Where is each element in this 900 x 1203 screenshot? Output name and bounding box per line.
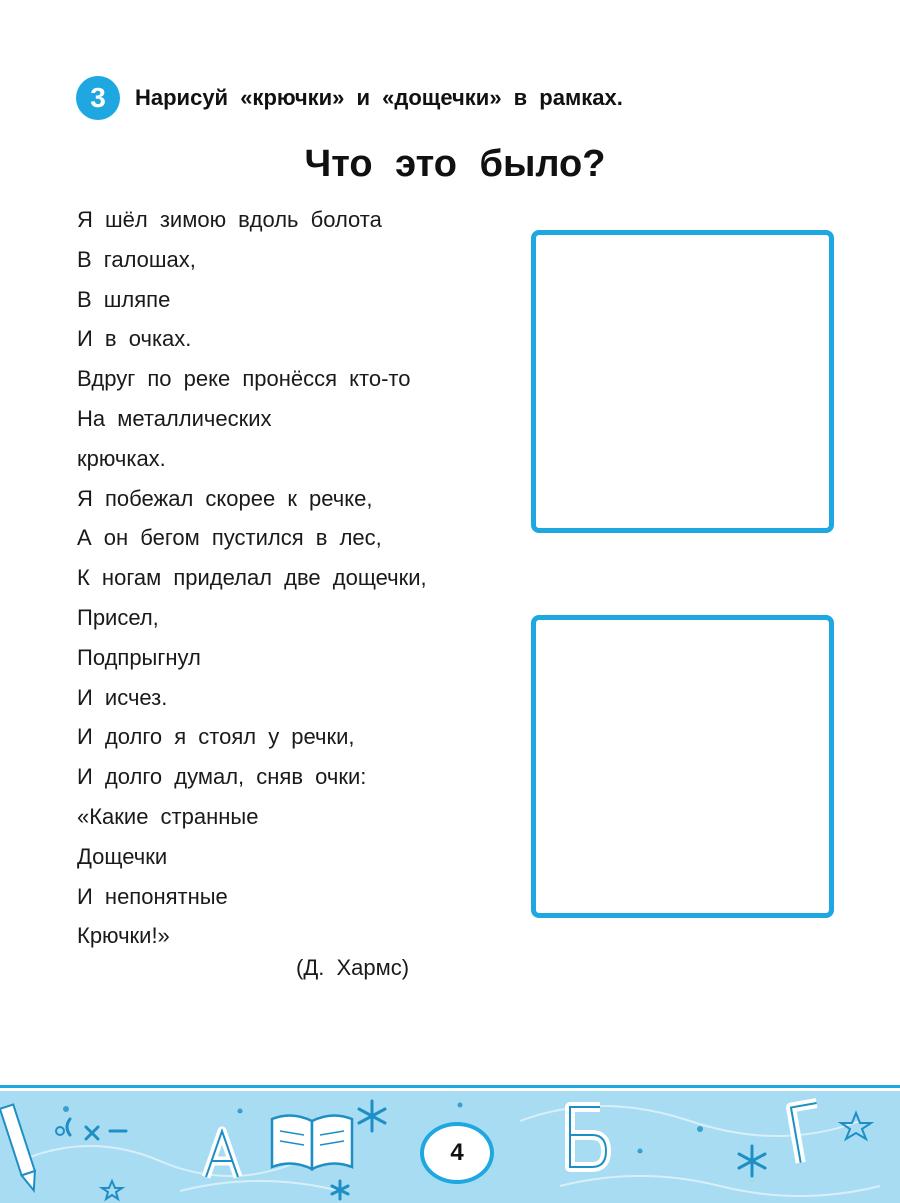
poem-line: Крючки!» xyxy=(77,923,170,949)
poem-line: крючках. xyxy=(77,445,166,471)
poem-title: Что это было? xyxy=(304,143,606,185)
poem-line: В галошах, xyxy=(77,246,196,272)
task-header xyxy=(76,76,623,120)
drawing-frame-bottom[interactable] xyxy=(531,615,834,918)
page-number: 4 xyxy=(420,1122,494,1184)
poem-line: Дощечки xyxy=(77,843,168,869)
task-number-badge: 3 xyxy=(76,76,120,120)
poem-line: И исчез. xyxy=(77,684,168,710)
poem-line: На металлических xyxy=(77,405,272,431)
poem-line: В шляпе xyxy=(77,286,171,312)
poem-line: И в очках. xyxy=(77,326,192,352)
letter-b-icon xyxy=(570,1107,606,1167)
snowflake-icon xyxy=(332,1101,765,1199)
poem-text xyxy=(77,200,497,956)
poem-line: Я побежал скорее к речке, xyxy=(77,485,373,511)
open-book-icon xyxy=(272,1115,352,1169)
poem-line: Я шёл зимою вдоль болота xyxy=(77,207,382,232)
poem-line: Подпрыгнул xyxy=(77,644,201,670)
math-symbols-icon xyxy=(56,1119,126,1139)
poem-line: К ногам приделал две дощечки, xyxy=(77,565,427,591)
poem-line: А он бегом пустился в лес, xyxy=(77,525,382,551)
pencil-icon xyxy=(0,1104,40,1192)
poem-line: Присел, xyxy=(77,604,159,630)
poem-line: Вдруг по реке пронёсся кто-то xyxy=(77,366,411,392)
poem-line: И долго думал, сняв очки: xyxy=(77,764,367,790)
drawing-frame-top[interactable] xyxy=(531,230,834,533)
poem-line: «Какие странные xyxy=(77,803,259,829)
poem-author: (Д. Хармс) xyxy=(296,955,410,980)
poem-line: И долго я стоял у речки, xyxy=(77,724,355,750)
poem-line: И непонятные xyxy=(77,883,228,909)
letter-a-icon xyxy=(206,1131,238,1177)
task-instruction: Нарисуй «крючки» и «дощечки» в рамках. xyxy=(135,85,623,110)
